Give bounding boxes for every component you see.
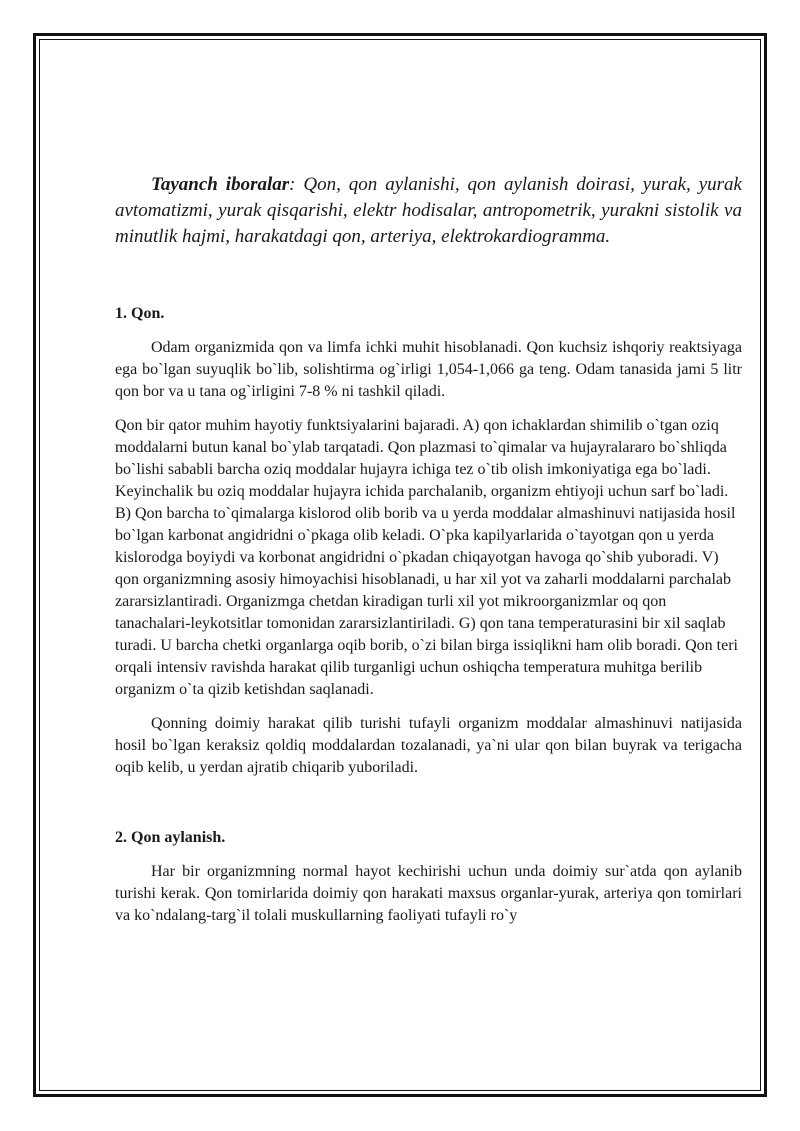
section-heading-qon: 1. Qon.: [115, 305, 165, 322]
keywords-text: Qon, qon aylanishi, qon aylanish doirasi, yurak, yurak avtomatizmi, yurak qisqarishi, elektr hodisalar, antropometrik, yurakni sistolik va minutlik hajmi, harakatdagi qon, arteriya, elektrokardiogramma.: [115, 174, 742, 247]
paragraph-intro: Odam organizmida qon va limfa ichki muhit hisoblanadi. Qon kuchsiz ishqoriy reaktsiyaga ega bo`lgan suyuqlik bo`lib, solishtirma og`irligi 1,054-1,066 ga teng. Odam tanasida jami 5 litr qon bor va u tana og`irligini 7-8 % ni tashkil qiladi.: [115, 339, 742, 400]
keywords-colon: :: [289, 174, 296, 195]
document-body: [115, 172, 742, 927]
paragraph-circulation: Har bir organizmning normal hayot kechirishi uchun unda doimiy sur`atda qon aylanib turishi kerak. Qon tomirlarida doimiy qon harakati maxsus organlar-yurak, arteriya qon tomirlari va ko`ndalang-targ`il tolali muskullarning faoliyati tufayli ro`y: [115, 863, 742, 924]
paragraph-functions: Qon bir qator muhim hayotiy funktsiyalarini bajaradi. A) qon ichaklardan shimilib o`tgan oziq moddalarni butun kanal bo`ylab tarqatadi. Qon plazmasi to`qimalar va hujayralararo bo`shliqda bo`lishi sababli barcha oziq moddalar hujayra ichiga tez o`tib olish imkoniyatiga ega bo`ladi. Keyinchalik bu oziq moddalar hujayra ichida parchalanib, organizm ehtiyoji uchun sarf bo`ladi. B) Qon barcha to`qimalarga kislorod olib borib va u yerda moddalar almashinuvi natijasida hosil bo`lgan karbonat angidridni o`pkaga olib keladi. O`pka kapilyarlarida o`tayotgan qon u yerda kislorodga boyiydi va korbonat angidridni o`pkadan chiqayotgan havoga qo`shib yuboradi. V) qon organizmning asosiy himoyachisi hisoblanadi, u har xil yot va zaharli moddalarni parchalab zararsizlantiradi. Organizmga chetdan kiradigan turli xil yot mikroorganizmlar oq qon tanachalari-leykotsitlar tomonidan zararsizlantiriladi. G) qon tana temperaturasini bir xil saqlab turadi. U barcha chetki organlarga oqib borib, o`zi bilan birga issiqlikni ham olib boradi. Qon teri orqali intensiv ravishda harakat qilib turganligi uchun oshiqcha temperatura muhitga berilib organizm o`ta qizib ketishdan saqlanadi.: [115, 417, 738, 698]
keywords-paragraph: [115, 172, 742, 250]
section-heading-qon-aylanish: 2. Qon aylanish.: [115, 829, 226, 846]
paragraph-circulation-cleaning: Qonning doimiy harakat qilib turishi tufayli organizm moddalar almashinuvi natijasida hosil bo`lgan keraksiz qoldiq moddalardan tozalanadi, ya`ni ular qon bilan buyrak va terigacha oqib kelib, u yerdan ajratib chiqarib yuboriladi.: [115, 715, 742, 776]
keywords-label: Tayanch iboralar: [151, 174, 290, 195]
